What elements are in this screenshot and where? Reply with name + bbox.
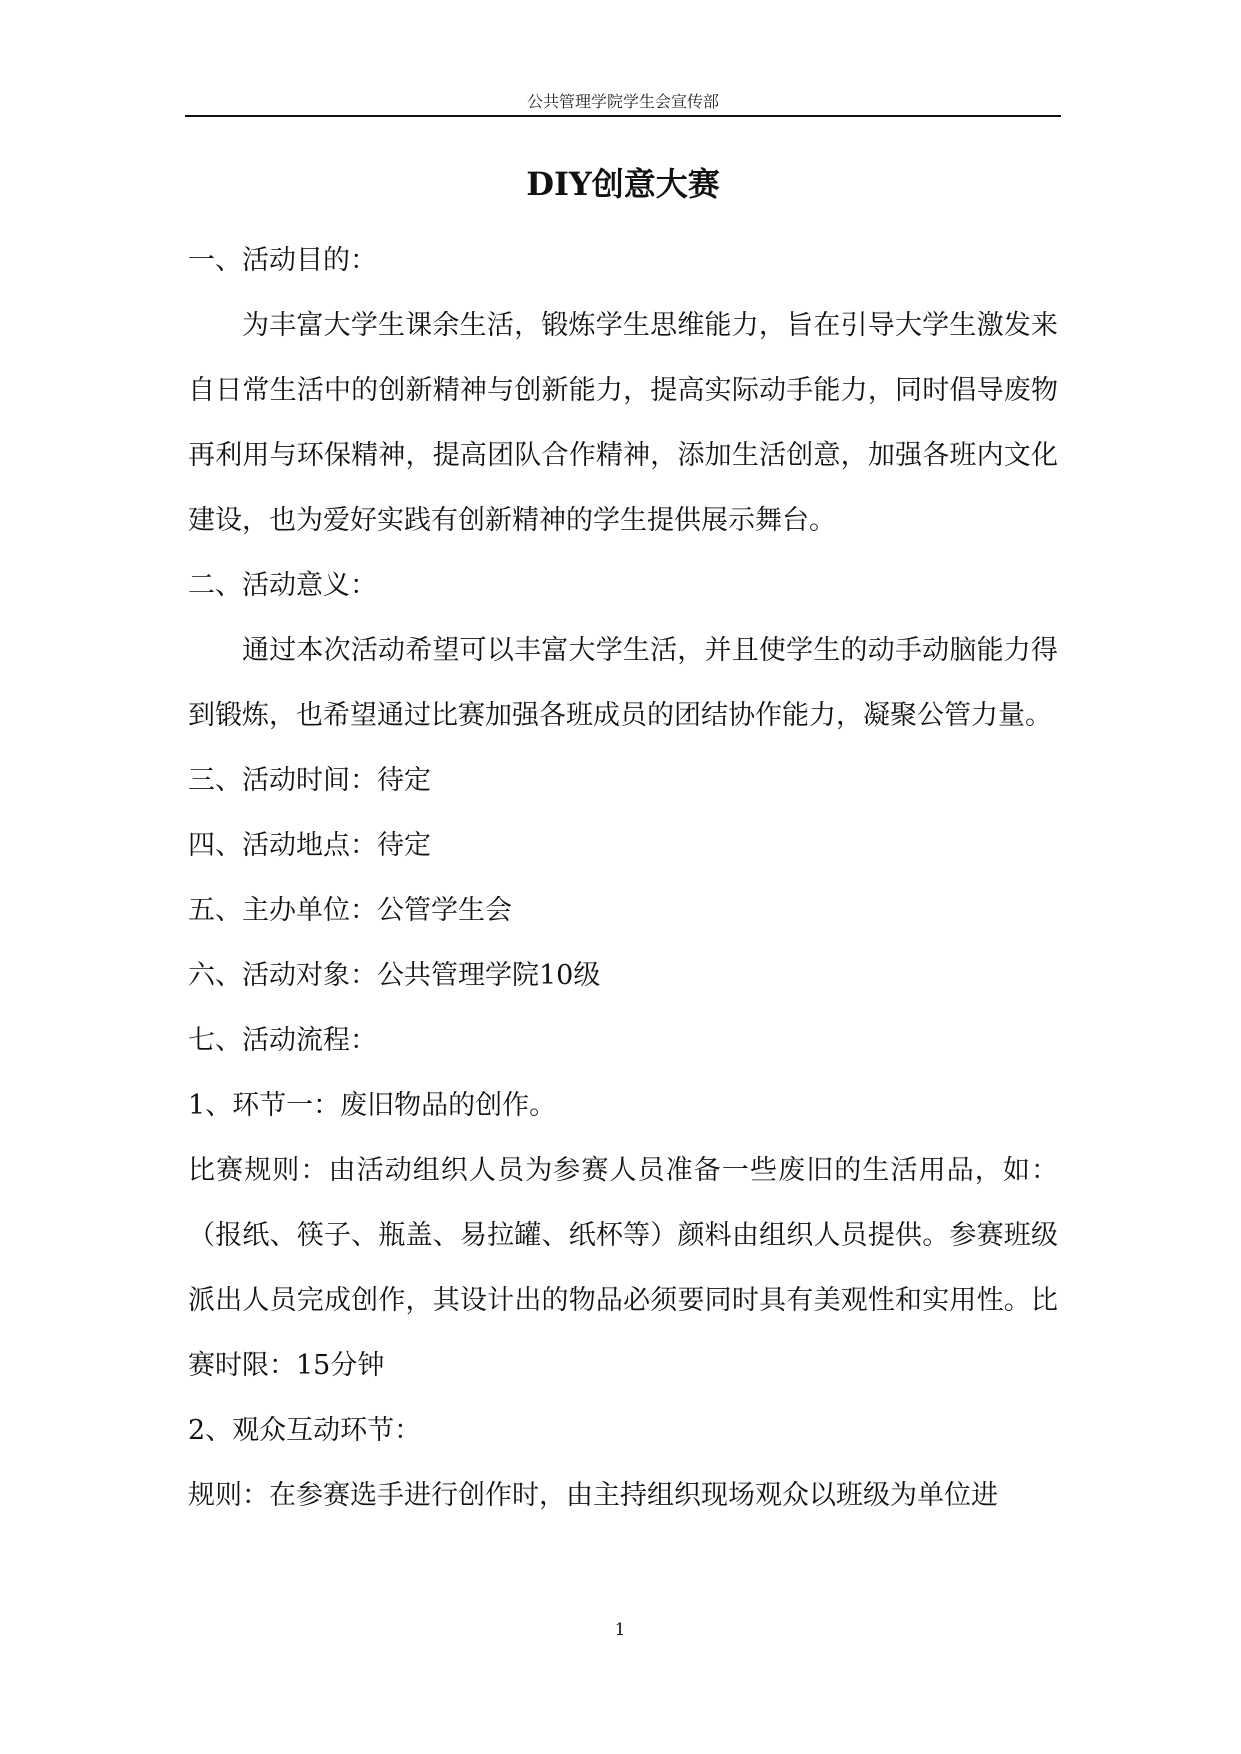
page-header: 公共管理学院学生会宣传部 (526, 92, 719, 111)
section-heading: 五、主办单位：公管学生会 (188, 895, 512, 926)
header-rule (185, 115, 1061, 117)
page-number: 1 (614, 1620, 626, 1640)
body-paragraph: 通过本次活动希望可以丰富大学生活，并且使学生的动手动脑能力得到锻炼，也希望通过比赛加强各班成员的团结协作能力，凝聚公管力量。 (188, 635, 1058, 731)
section-heading: 二、活动意义： (188, 570, 377, 601)
section-heading: 一、活动目的： (188, 245, 377, 276)
section-heading: 四、活动地点：待定 (188, 830, 431, 861)
list-item: 2、观众互动环节： (188, 1415, 422, 1446)
body-paragraph: 规则：在参赛选手进行创作时，由主持组织现场观众以班级为单位进 (188, 1480, 998, 1511)
list-item: 1、环节一：废旧物品的创作。 (188, 1090, 557, 1121)
document-title: DIY创意大赛 (526, 165, 720, 203)
body-paragraph: 比赛规则：由活动组织人员为参赛人员准备一些废旧的生活用品，如：（报纸、筷子、瓶盖、易拉罐、纸杯等）颜料由组织人员提供。参赛班级派出人员完成创作，其设计出的物品必须要同时具有美观性和实用性。比赛时限：15分钟 (188, 1155, 1058, 1381)
body-paragraph: 为丰富大学生课余生活，锻炼学生思维能力，旨在引导大学生激发来自日常生活中的创新精神与创新能力，提高实际动手能力，同时倡导废物再利用与环保精神，提高团队合作精神，添加生活创意，加强各班内文化建设，也为爱好实践有创新精神的学生提供展示舞台。 (188, 310, 1058, 536)
section-heading: 六、活动对象：公共管理学院10级 (188, 960, 601, 991)
section-heading: 七、活动流程： (188, 1025, 377, 1056)
section-heading: 三、活动时间：待定 (188, 765, 431, 796)
document-body (188, 228, 1058, 1528)
